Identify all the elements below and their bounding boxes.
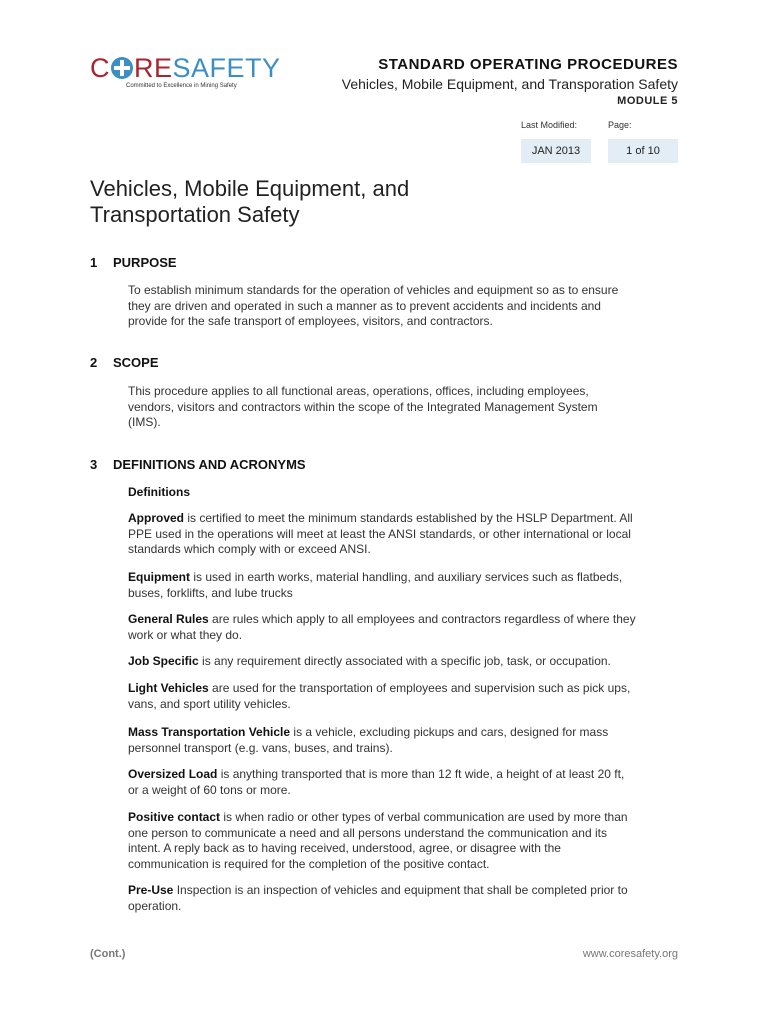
section-title: DEFINITIONS AND ACRONYMS — [113, 457, 306, 472]
definition-text: is certified to meet the minimum standards established by the HSLP Department. All PPE used in the operations will meet at least the ANSI standards, or other international or local standards which comply with or exceed ANSI. — [128, 511, 633, 556]
scope-text: This procedure applies to all functional areas, operations, offices, including employees, vendors, visitors and contractors within the scope of the Integrated Management System (IMS). — [128, 384, 598, 429]
last-modified-label: Last Modified: — [521, 120, 578, 130]
header-module: MODULE 5 — [617, 95, 678, 107]
website-url: www.coresafety.org — [582, 948, 678, 960]
definition-term: General Rules — [128, 612, 209, 626]
definition-item — [128, 654, 638, 670]
section-scope-heading — [90, 355, 159, 370]
definition-text: is a vehicle, excluding pickups and cars, designed for mass personnel transport (e.g. vans, buses, and trains). — [128, 725, 609, 755]
document-header — [342, 56, 678, 107]
definition-text: is any requirement directly associated with a specific job, task, or occupation. — [198, 654, 611, 668]
definition-item — [128, 883, 638, 914]
definition-text: are rules which apply to all employees and contractors regardless of where they work or what they do. — [128, 612, 636, 642]
medical-cross-icon — [111, 57, 133, 79]
definition-text: is when radio or other types of verbal communication are used by more than one person to communicate a need and all persons understand the communication and its intent. A reply back as to having received, understood, agree, or disagree with the communication is required for the completion of the positive contact. — [128, 810, 628, 871]
logo-safety: SAFETY — [172, 53, 281, 83]
definition-text: are used for the transportation of employees and supervision such as pick ups, vans, and sport utility vehicles. — [128, 681, 631, 711]
definition-term: Pre-Use — [128, 883, 174, 897]
definition-item — [128, 681, 638, 712]
logo-wordmark — [90, 53, 281, 83]
section-number: 1 — [90, 255, 98, 270]
continued-note: (Cont.) — [90, 948, 126, 960]
definition-term: Mass Transportation Vehicle — [128, 725, 291, 739]
definition-term: Job Specific — [128, 654, 199, 668]
section-title: SCOPE — [113, 355, 159, 370]
last-modified-value: JAN 2013 — [521, 139, 591, 163]
definition-item — [128, 511, 638, 558]
page-label: Page: — [608, 120, 632, 130]
definition-text: Inspection is an inspection of vehicles and equipment that shall be completed prior to operation. — [128, 883, 628, 913]
definition-item — [128, 570, 638, 601]
definition-term: Oversized Load — [128, 767, 218, 781]
page-number-value: 1 of 10 — [608, 139, 678, 163]
definitions-subheading: Definitions — [128, 485, 190, 499]
definition-text: is used in earth works, material handling, and auxiliary services such as flatbeds, buses, forklifts, and lube trucks — [128, 570, 623, 600]
section-title: PURPOSE — [113, 255, 177, 270]
header-subtitle: Vehicles, Mobile Equipment, and Transporation Safety — [341, 76, 678, 92]
section-definitions-heading — [90, 457, 306, 472]
definition-item — [128, 725, 638, 756]
coresafety-logo — [90, 53, 281, 89]
definition-term: Equipment — [128, 570, 190, 584]
definition-term: Light Vehicles — [128, 681, 209, 695]
document-title: Vehicles, Mobile Equipment, and Transportation Safety — [90, 176, 410, 227]
section-number: 3 — [90, 457, 98, 472]
definition-item — [128, 612, 638, 643]
definition-item — [128, 767, 638, 798]
section-number: 2 — [90, 355, 98, 370]
logo-tagline: Committed to Excellence in Mining Safety — [126, 83, 237, 89]
logo-core-re: RE — [134, 53, 173, 83]
header-title: STANDARD OPERATING PROCEDURES — [378, 56, 678, 73]
definition-term: Positive contact — [128, 810, 221, 824]
logo-core-c: C — [90, 53, 110, 83]
purpose-text: To establish minimum standards for the operation of vehicles and equipment so as to ensure they are driven and operated in such a manner as to prevent accidents and incidents and provide for the safe transport of employees, visitors, and contractors. — [128, 283, 619, 328]
section-purpose-heading — [90, 255, 177, 270]
definition-item — [128, 810, 638, 872]
definition-term: Approved — [128, 511, 185, 525]
definition-text: is anything transported that is more than 12 ft wide, a height of at least 20 ft, or a weight of 60 tons or more. — [128, 767, 625, 797]
